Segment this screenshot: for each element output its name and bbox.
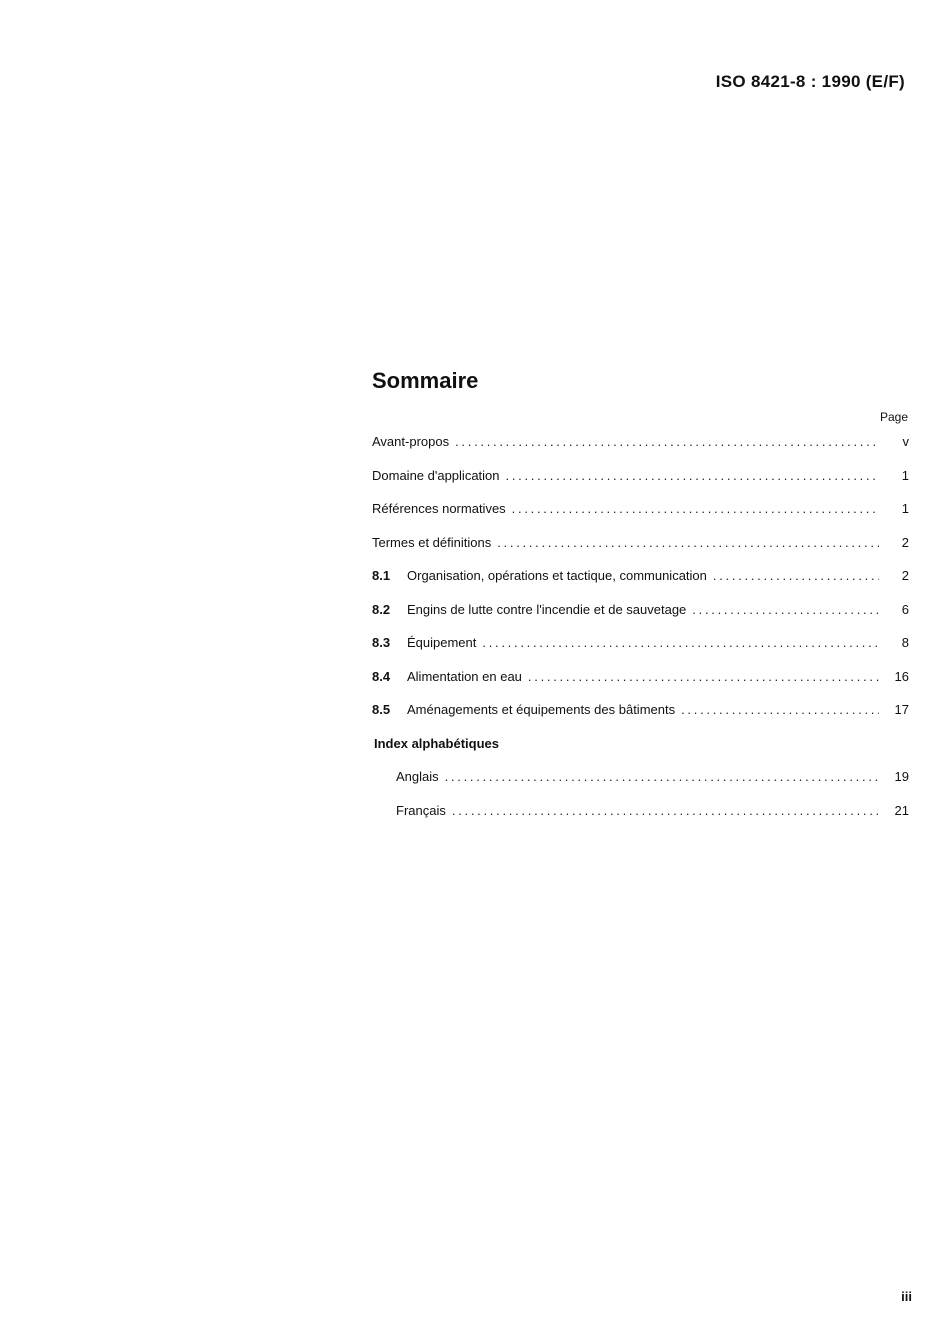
toc-entry-number: 8.1 xyxy=(372,568,391,583)
toc-entry-number: 8.4 xyxy=(372,668,391,684)
toc-entry-page: 19 xyxy=(894,769,909,784)
toc-entry-page: 6 xyxy=(901,601,909,617)
dot-leader xyxy=(455,434,879,449)
dot-leader xyxy=(497,535,879,550)
toc-entry-number: 8.2 xyxy=(372,601,391,617)
page-column-label: Page xyxy=(879,410,908,424)
toc-entry-page: 17 xyxy=(894,702,909,717)
toc-entry-label: Anglais xyxy=(396,769,439,784)
toc-entry-page: 8 xyxy=(901,635,909,650)
toc-entry-label: Alimentation en eau xyxy=(407,668,522,684)
toc-entry-page: v xyxy=(902,434,909,449)
page-number: iii xyxy=(901,1289,912,1304)
dot-leader xyxy=(713,568,879,583)
dot-leader xyxy=(512,501,879,516)
toc-entry-page: 1 xyxy=(901,501,909,516)
toc-entry-8-2[interactable] xyxy=(372,602,909,636)
toc-entry-number: 8.5 xyxy=(372,702,391,717)
toc-entry-label: Termes et définitions xyxy=(372,534,492,550)
toc-entry-8-3[interactable] xyxy=(372,635,909,669)
toc-entry-avant-propos[interactable] xyxy=(372,434,909,468)
toc-entry-index-francais[interactable] xyxy=(372,803,909,837)
dot-leader xyxy=(692,602,879,617)
toc-entry-label: Domaine d'application xyxy=(372,467,500,483)
toc-entry-page: 2 xyxy=(901,534,909,550)
toc-entry-label: Français xyxy=(396,802,446,818)
toc-entry-references[interactable] xyxy=(372,501,909,535)
toc-entry-page: 1 xyxy=(901,467,909,483)
dot-leader xyxy=(681,702,879,717)
dot-leader xyxy=(452,803,879,818)
toc-entry-termes[interactable] xyxy=(372,535,909,569)
toc-entry-8-1[interactable] xyxy=(372,568,909,602)
toc-entry-label: Avant-propos xyxy=(372,434,450,449)
dot-leader xyxy=(482,635,879,650)
dot-leader xyxy=(528,669,879,684)
toc-entry-label: Organisation, opérations et tactique, communication xyxy=(407,568,707,583)
toc-entry-label: Aménagements et équipements des bâtiments xyxy=(407,702,676,717)
toc-entry-index-anglais[interactable] xyxy=(372,769,909,803)
dot-leader xyxy=(506,468,879,483)
page-title: Sommaire xyxy=(372,368,479,393)
toc-entry-label: Engins de lutte contre l'incendie et de sauvetage xyxy=(407,601,687,617)
toc-entry-8-5[interactable] xyxy=(372,702,909,736)
toc-entry-8-4[interactable] xyxy=(372,669,909,703)
index-heading: Index alphabétiques xyxy=(374,735,499,751)
toc-entry-page: 16 xyxy=(894,668,909,684)
document-id: ISO 8421-8 : 1990 (E/F) xyxy=(715,72,905,91)
toc-entry-label: Équipement xyxy=(407,635,477,650)
toc-entry-number: 8.3 xyxy=(372,635,391,650)
table-of-contents xyxy=(372,434,909,836)
toc-entry-page: 2 xyxy=(901,568,909,583)
toc-entry-page: 21 xyxy=(894,802,909,818)
dot-leader xyxy=(445,769,879,784)
toc-entry-domaine[interactable] xyxy=(372,468,909,502)
toc-entry-label: Références normatives xyxy=(372,501,506,516)
